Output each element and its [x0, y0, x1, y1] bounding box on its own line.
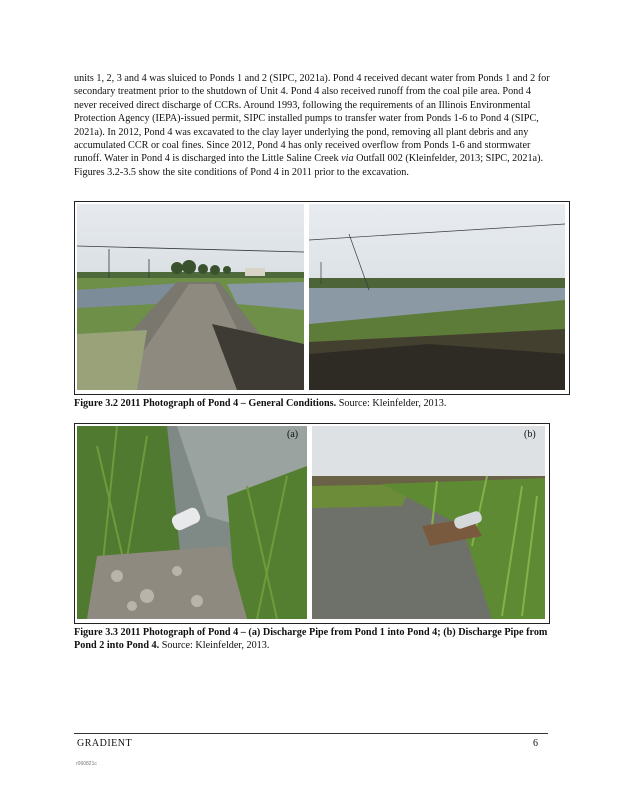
footer-divider: [74, 733, 548, 734]
body-text-part1: units 1, 2, 3 and 4 was sluiced to Ponds 1 and 2 (SIPC, 2021a). Pond 4 received decant water from Ponds 1 and 2 for secondary treatment prior to the shutdown of Unit 4. Pond 4 also received runoff from the coal pile area. Pond 4 never received direct discharge of CCRs. Around 1993, following the requirements of an Illinois Environmental Protection Agency (IEPA)-issued permit, SIPC installed pumps to transfer water from Ponds 1-6 to Pond 4 (SIPC, 2021a). In 2012, Pond 4 was excavated to the clay layer underlying the pond, removing all plant debris and any accumulated CCR or coal fines. Since 2012, Pond 4 has only received overflow from Ponds 1-6 and stormwater runoff. Water in Pond 4 is discharged into the Little Saline Creek: [74, 73, 550, 165]
photo-pond4-road-view: [77, 204, 304, 390]
footer-company-name: GRADIENT: [77, 738, 133, 749]
figure-3-2-caption: [74, 397, 564, 410]
body-paragraph: [74, 72, 554, 179]
footer-page-number: 6: [533, 738, 538, 749]
figure-3-2-caption-source: Source: Kleinfelder, 2013.: [336, 398, 447, 409]
photo-pond4-shoreline: [309, 204, 565, 390]
figure-3-3-caption-source: Source: Kleinfelder, 2013.: [159, 640, 270, 651]
photo-discharge-pipe-pond2: [312, 426, 545, 619]
body-text-via: via: [341, 153, 354, 165]
footer-doc-code: r060821c: [76, 761, 97, 767]
body-text-part2: Outfall 002 (Kleinfelder, 2013; SIPC, 2021a). Figures 3.2-3.5 show the site conditions of Pond 4 in 2011 prior to the excavation.: [74, 153, 544, 178]
figure-3-2-caption-title: Figure 3.2 2011 Photograph of Pond 4 – General Conditions.: [74, 398, 337, 409]
photo-discharge-pipe-pond1: [77, 426, 307, 619]
figure-3-3-caption: [74, 626, 554, 652]
photo-a-label: (a): [287, 429, 299, 440]
photo-b-label: (b): [524, 429, 536, 440]
figure-3-3-caption-title: Figure 3.3 2011 Photograph of Pond 4 – (a) Discharge Pipe from Pond 1 into Pond 4; (b) Discharge Pipe from Pond 2 into Pond 4.: [74, 627, 548, 651]
